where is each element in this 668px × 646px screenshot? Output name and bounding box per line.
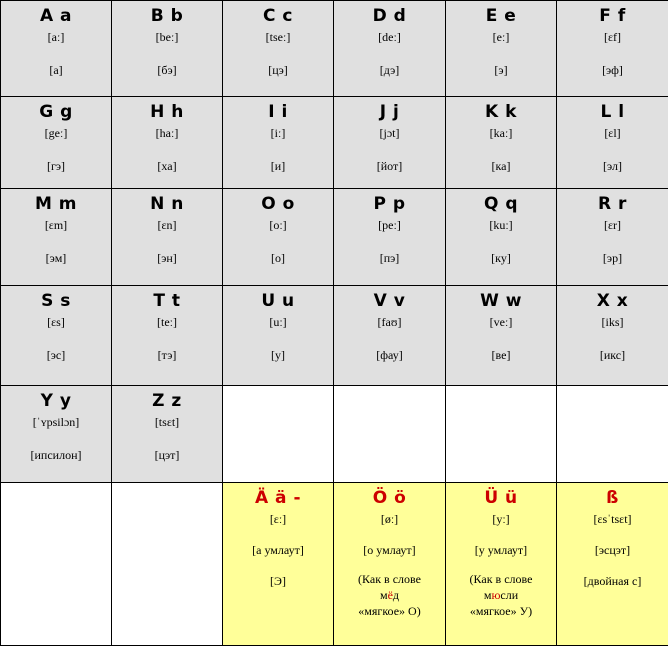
highlighted-letter: ё bbox=[387, 587, 393, 602]
russian-transcription: [икс] bbox=[599, 348, 626, 363]
russian-transcription: [эм] bbox=[45, 251, 67, 266]
letter: V v bbox=[373, 291, 406, 312]
ipa-transcription: [peː] bbox=[378, 218, 401, 233]
russian-transcription: [ка] bbox=[491, 159, 511, 174]
ipa-transcription: [tseː] bbox=[265, 30, 291, 44]
russian-transcription: [Э] bbox=[270, 573, 286, 588]
note-line: «мягкое» У) bbox=[469, 603, 533, 618]
ipa-transcription: [oː] bbox=[269, 218, 287, 233]
ipa-transcription: [ɛː] bbox=[269, 511, 287, 526]
empty-cell bbox=[1, 482, 112, 645]
letter-name: [а умлаут] bbox=[252, 542, 304, 557]
russian-transcription: [эф] bbox=[602, 63, 623, 77]
ipa-transcription: [øː] bbox=[380, 511, 399, 526]
letter-cell-a bbox=[1, 1, 112, 97]
letter-cell-t bbox=[112, 286, 223, 385]
letter-cell-k bbox=[446, 97, 557, 189]
letter-cell-n bbox=[112, 189, 223, 286]
letter-name: [о умлаут] bbox=[363, 542, 416, 557]
empty-cell bbox=[334, 385, 446, 482]
letter: I i bbox=[268, 102, 288, 123]
ipa-transcription: [ɛsˈtsɛt] bbox=[593, 511, 632, 526]
letter-cell-eszett bbox=[557, 482, 668, 645]
russian-transcription: [эс] bbox=[46, 348, 66, 363]
letter: Ö ö bbox=[372, 487, 407, 508]
letter: B b bbox=[150, 6, 184, 26]
table-row bbox=[1, 97, 668, 189]
letter: S s bbox=[41, 291, 71, 312]
letter-cell-u bbox=[223, 286, 334, 385]
letter-cell-j bbox=[334, 97, 446, 189]
ipa-transcription: [beː] bbox=[155, 30, 179, 44]
letter: X x bbox=[596, 291, 629, 312]
letter-cell-g bbox=[1, 97, 112, 189]
letter-cell-y bbox=[1, 385, 112, 482]
russian-transcription: [фау] bbox=[376, 348, 403, 363]
letter-cell-l bbox=[557, 97, 668, 189]
letter: T t bbox=[153, 291, 181, 312]
table-row bbox=[1, 286, 668, 385]
ipa-transcription: [aː] bbox=[47, 30, 65, 44]
letter-cell-a-umlaut bbox=[223, 482, 334, 645]
letter-cell-c bbox=[223, 1, 334, 97]
russian-transcription: [э] bbox=[494, 63, 508, 77]
letter-cell-r bbox=[557, 189, 668, 286]
letter: J j bbox=[379, 102, 400, 123]
ipa-transcription: [ɛr] bbox=[603, 218, 622, 233]
table-row bbox=[1, 189, 668, 286]
ipa-transcription: [faʊ] bbox=[377, 315, 402, 330]
letter-name: [у умлаут] bbox=[474, 542, 528, 557]
letter-cell-h bbox=[112, 97, 223, 189]
russian-transcription: [цэт] bbox=[154, 447, 180, 462]
table-row bbox=[1, 482, 668, 645]
russian-transcription: [эл] bbox=[603, 159, 622, 174]
letter-cell-w bbox=[446, 286, 557, 385]
ipa-transcription: [teː] bbox=[157, 315, 177, 330]
letter: P p bbox=[373, 194, 406, 215]
example-word bbox=[446, 587, 556, 603]
letter-cell-e bbox=[446, 1, 557, 97]
letter-cell-x bbox=[557, 286, 668, 385]
ipa-transcription: [iks] bbox=[601, 315, 624, 330]
letter-cell-z bbox=[112, 385, 223, 482]
letter: G g bbox=[39, 102, 73, 123]
table-row bbox=[1, 1, 668, 97]
table-row bbox=[1, 385, 668, 482]
ipa-transcription: [ɛf] bbox=[603, 30, 622, 44]
letter: K k bbox=[485, 102, 517, 123]
ipa-transcription: [geː] bbox=[44, 126, 68, 141]
letter: ß bbox=[606, 487, 619, 508]
note-line: (Как в слове bbox=[469, 571, 533, 586]
letter-name: [эсцэт] bbox=[594, 542, 631, 557]
ipa-transcription: [iː] bbox=[270, 126, 286, 141]
example-note bbox=[334, 571, 445, 619]
word-prefix: м bbox=[379, 587, 388, 602]
letter-description: [двойная с] bbox=[583, 573, 642, 588]
note-line: (Как в слове bbox=[358, 571, 421, 586]
letter: D d bbox=[372, 6, 407, 26]
letter-cell-v bbox=[334, 286, 446, 385]
empty-cell bbox=[112, 482, 223, 645]
letter: R r bbox=[598, 194, 627, 215]
russian-transcription: [и] bbox=[270, 159, 286, 174]
russian-transcription: [о] bbox=[271, 251, 285, 266]
empty-cell bbox=[223, 385, 334, 482]
letter-cell-m bbox=[1, 189, 112, 286]
letter-cell-s bbox=[1, 286, 112, 385]
ipa-transcription: [uː] bbox=[269, 315, 287, 330]
russian-transcription: [ве] bbox=[491, 348, 511, 363]
letter: F f bbox=[599, 6, 626, 26]
ipa-transcription: [tsɛt] bbox=[154, 414, 180, 429]
letter: Y y bbox=[40, 390, 72, 411]
russian-transcription: [гэ] bbox=[46, 159, 66, 174]
russian-transcription: [ку] bbox=[491, 251, 511, 266]
ipa-transcription: [eː] bbox=[492, 30, 510, 44]
letter: Ü ü bbox=[484, 487, 518, 508]
letter-cell-i bbox=[223, 97, 334, 189]
ipa-transcription: [ˈʏpsilɔn] bbox=[32, 414, 80, 429]
ipa-transcription: [deː] bbox=[378, 30, 401, 44]
russian-transcription: [тэ] bbox=[157, 348, 177, 363]
ipa-transcription: [haː] bbox=[155, 126, 179, 141]
letter: E e bbox=[485, 6, 517, 26]
letter-cell-p bbox=[334, 189, 446, 286]
word-suffix: д bbox=[392, 587, 400, 602]
ipa-transcription: [ɛn] bbox=[157, 218, 177, 233]
example-word bbox=[334, 587, 445, 603]
letter: Ä ä - bbox=[254, 487, 302, 508]
empty-cell bbox=[446, 385, 557, 482]
letter: N n bbox=[150, 194, 184, 215]
russian-transcription: [йот] bbox=[376, 159, 403, 174]
example-note bbox=[446, 571, 556, 619]
russian-transcription: [у] bbox=[271, 348, 285, 363]
russian-transcription: [эн] bbox=[157, 251, 177, 266]
russian-transcription: [цэ] bbox=[268, 63, 288, 77]
letter: Z z bbox=[152, 390, 182, 411]
letter-cell-u-umlaut bbox=[446, 482, 557, 645]
ipa-transcription: [jɔt] bbox=[379, 126, 400, 141]
letter: O o bbox=[261, 194, 295, 215]
letter: Q q bbox=[483, 194, 519, 215]
russian-transcription: [дэ] bbox=[379, 63, 400, 77]
letter-cell-o bbox=[223, 189, 334, 286]
word-suffix: сли bbox=[500, 587, 519, 602]
russian-transcription: [пэ] bbox=[379, 251, 400, 266]
letter: A a bbox=[39, 6, 73, 26]
letter-cell-o-umlaut bbox=[334, 482, 446, 645]
ipa-transcription: [veː] bbox=[489, 315, 513, 330]
word-prefix: м bbox=[483, 587, 492, 602]
letter-cell-b bbox=[112, 1, 223, 97]
ipa-transcription: [ɛm] bbox=[44, 218, 68, 233]
ipa-transcription: [ɛl] bbox=[604, 126, 621, 141]
russian-transcription: [а] bbox=[49, 63, 63, 77]
russian-transcription: [ха] bbox=[157, 159, 177, 174]
ipa-transcription: [kaː] bbox=[489, 126, 513, 141]
note-line: «мягкое» О) bbox=[358, 603, 421, 618]
letter: H h bbox=[150, 102, 184, 123]
letter: C c bbox=[263, 6, 293, 26]
russian-transcription: [ипсилон] bbox=[30, 447, 82, 462]
letter-cell-d bbox=[334, 1, 446, 97]
letter: U u bbox=[261, 291, 295, 312]
russian-transcription: [бэ] bbox=[157, 63, 177, 77]
letter-cell-q bbox=[446, 189, 557, 286]
letter-cell-f bbox=[557, 1, 668, 97]
ipa-transcription: [kuː] bbox=[489, 218, 513, 233]
highlighted-letter: ю bbox=[491, 587, 501, 602]
ipa-transcription: [yː] bbox=[492, 511, 510, 526]
empty-cell bbox=[557, 385, 668, 482]
letter: M m bbox=[34, 194, 78, 215]
letter: W w bbox=[480, 291, 522, 312]
russian-transcription: [эр] bbox=[602, 251, 623, 266]
ipa-transcription: [ɛs] bbox=[47, 315, 65, 330]
letter: L l bbox=[600, 102, 625, 123]
